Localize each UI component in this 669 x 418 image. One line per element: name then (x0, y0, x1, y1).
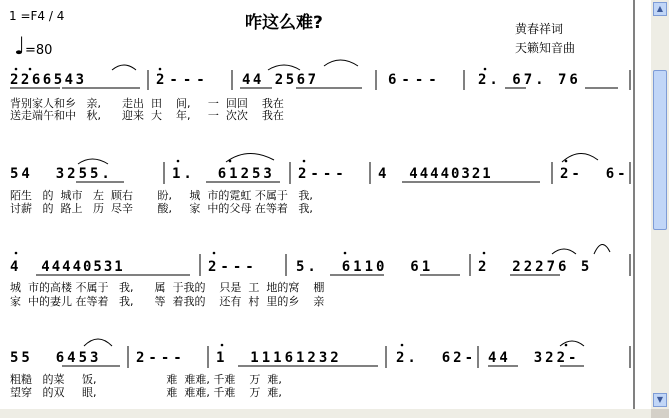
row4-bar3-notes: 1 11161232 (216, 350, 342, 366)
scroll-down-arrow-icon[interactable]: ▼ (653, 393, 667, 407)
row1-lyrics-2: 送走端午和中 秋, 迎来 大 年, 一 次次 我在 (10, 109, 284, 122)
row4-bar2-notes: 2--- (136, 350, 186, 366)
slur (562, 153, 598, 162)
row1-bar5-notes: 2. 67. 76 (478, 72, 581, 88)
slur (112, 65, 136, 70)
row2-bar4-notes: 4 44440321 (378, 166, 493, 182)
slur (84, 339, 112, 346)
row1-bar2-notes: 2--- (156, 72, 210, 88)
octave-dot (344, 252, 347, 255)
slur (268, 65, 300, 70)
slur (552, 249, 576, 254)
row2-bar2-notes: 1. 61253 (172, 166, 275, 182)
row3-lyrics-2: 家 中的妻儿 在等着 我, 等 着我的 还有 村 里的乡 亲 (10, 295, 325, 308)
horizontal-scrollbar[interactable] (0, 409, 651, 418)
row2-bar1-notes: 54 3255. (10, 166, 113, 182)
scroll-corner (651, 409, 669, 418)
lyrics-row-4 (10, 372, 282, 399)
row1-bar4-notes: 6--- (388, 72, 442, 88)
octave-dot (303, 160, 306, 163)
row4-bar4-notes: 2. 62- (396, 350, 477, 366)
octave-dot (221, 344, 224, 347)
slur (324, 60, 358, 66)
row4-lyrics-1: 粗糙 的菜 饭, 难 难难, 千难 万 难, (10, 373, 282, 386)
row3-bar4-notes: 2 22276 5 (478, 259, 593, 275)
slur (226, 153, 274, 162)
score-row-3 (10, 244, 630, 276)
vertical-scroll-thumb[interactable] (653, 70, 667, 230)
row3-lyrics-1: 城 市的高楼 不属于 我, 属 于我的 只是 工 地的窝 棚 (10, 281, 325, 294)
key-signature: 1 =F4 / 4 (9, 9, 65, 23)
row4-bar5-notes: 44 322- (488, 350, 580, 366)
score-row-2 (10, 153, 630, 184)
lyrics-row-1 (10, 96, 284, 122)
scroll-up-arrow-icon[interactable]: ▲ (653, 2, 667, 16)
row2-lyrics-1: 陌生 的 城市 左 顾右 盼, 城 市的霓虹 不属于 我, (10, 189, 313, 202)
tempo-note-icon: ♩ (14, 32, 26, 60)
slur (78, 159, 108, 164)
octave-dot (401, 344, 404, 347)
row3-bar1-notes: 4 44440531 (10, 259, 125, 275)
row1-bar1-notes: 2266543 (10, 72, 87, 88)
octave-dot (565, 344, 568, 347)
octave-dot (484, 68, 487, 71)
row1-lyrics-1: 背别家人和乡 亲, 走出 田 间, 一 回回 我在 (10, 97, 284, 110)
row1-bar3-notes: 44 2567 (242, 72, 319, 88)
slur (594, 244, 610, 254)
lyricist: 黄春祥词 (515, 22, 564, 36)
octave-dot (229, 160, 232, 163)
slur (560, 341, 584, 346)
row4-lyrics-2: 望穿 的双 眼, 难 难难, 千难 万 难, (10, 386, 282, 399)
row2-bar5-notes: 2- 6- (560, 166, 629, 182)
octave-dot (159, 68, 162, 71)
octave-dot (15, 252, 18, 255)
octave-dot (565, 160, 568, 163)
row2-lyrics-2: 讨薪 的 路上 历 尽辛 酸, 家 中的父母 在等着 我, (10, 202, 313, 215)
score-row-1 (10, 60, 630, 90)
lyrics-row-3 (10, 280, 324, 308)
row4-bar1-notes: 55 6453 (10, 350, 102, 366)
row3-bar2-notes: 2--- (208, 259, 258, 275)
row2-bar3-notes: 2--- (298, 166, 348, 182)
octave-dot (177, 160, 180, 163)
octave-dot (213, 252, 216, 255)
song-title: 咋这么难? (245, 13, 323, 33)
octave-dot (15, 68, 18, 71)
octave-dot (29, 68, 32, 71)
octave-dot (483, 252, 486, 255)
composer: 天籁知音曲 (515, 41, 576, 55)
tempo-value: =80 (25, 43, 53, 58)
score-row-4 (10, 339, 630, 368)
row3-bar3-notes: 5. 6110 61 (296, 259, 434, 275)
lyrics-row-2 (10, 188, 313, 215)
